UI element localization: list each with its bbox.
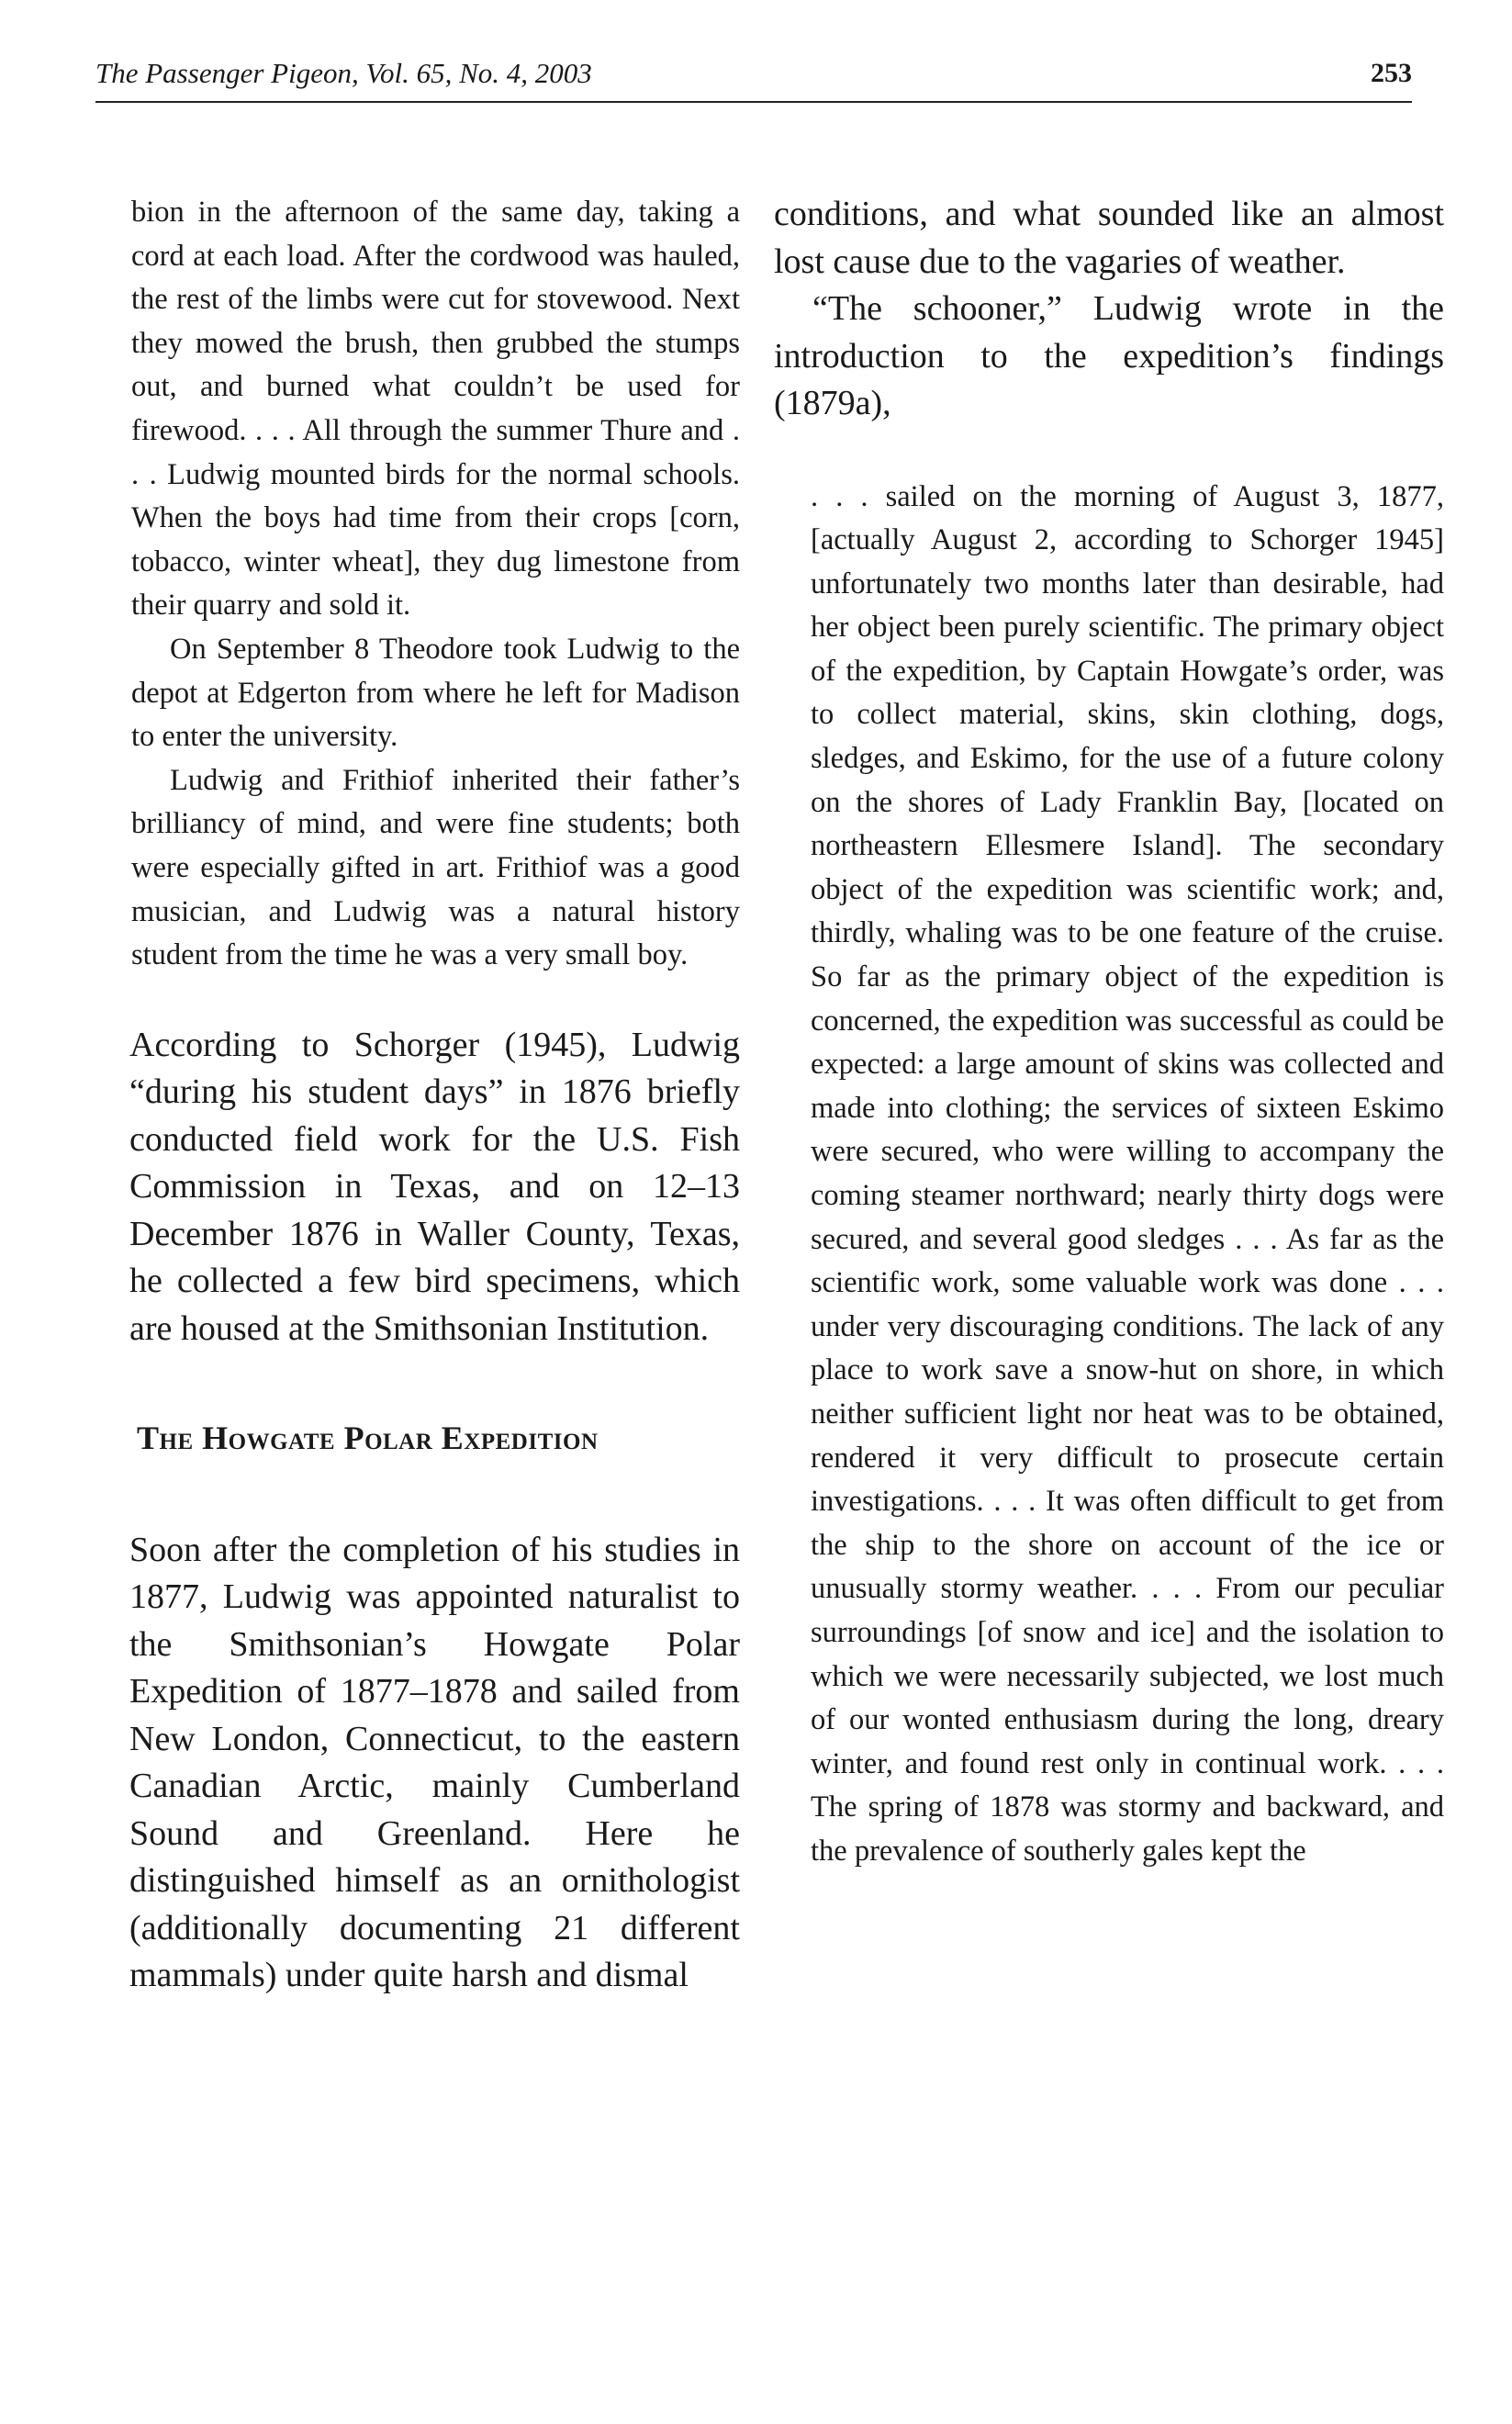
right-body-text — [774, 191, 1444, 428]
right-column — [774, 191, 1444, 1874]
body-paragraph: Soon after the completion of his studies in 1877, Ludwig was appointed naturalist to the Smithsonian’s Howgate Polar Expedition of 1877–1878 and sailed from New London, Connecticut, to the eastern Canadian Arctic, mainly Cumberland Sound and Greenland. Here he distinguished himself as an ornithologist (additionally documenting 21 different mammals) under quite harsh and dismal — [129, 1530, 740, 1995]
block-quote-left — [131, 191, 740, 978]
section-heading: The Howgate Polar Expedition — [137, 1420, 599, 1457]
quote-paragraph: bion in the afternoon of the same day, taking a cord at each load. After the cordwood was hauled, the rest of the limbs were cut for stovewood. Next they mowed the brush, then grubbed the stumps out, and burned what couldn’t be used for firewood. . . . All through the summer Thure and . . . Ludwig mounted birds for the normal schools. When the boys had time from their crops [corn, tobacco, winter wheat], they dug limestone from their quarry and sold it. — [131, 196, 740, 623]
left-body-text — [129, 1022, 740, 2000]
body-paragraph: According to Schorger (1945), Ludwig “during his student days” in 1876 briefly conducted field work for the U.S. Fish Commission in Texas, and on 12–13 December 1876 in Waller County, Texas, he collected a few bird specimens, which are housed at the Smithsonian Institution. — [129, 1025, 740, 1348]
left-column — [131, 191, 740, 2000]
quote-paragraph: Ludwig and Frithiof inherited their father’s brilliancy of mind, and were fine students; both were especially gifted in art. Frithiof was a good musician, and Ludwig was a natural history student from the time he was a very small boy. — [131, 763, 740, 972]
body-paragraph: conditions, and what sounded like an almost lost cause due to the vagaries of weather. — [774, 195, 1444, 281]
page-number: 253 — [1371, 58, 1412, 88]
quote-paragraph: On September 8 Theodore took Ludwig to the depot at Edgerton from where he left for Madison to enter the university. — [131, 632, 740, 754]
quote-paragraph: . . . sailed on the morning of August 3, 1877, [actually August 2, according to Schorger 1945] unfortunately two months later than desirable, had her object been purely scientific. The primary object of the expedition, by Captain Howgate’s order, was to collect material, skins, skin clothing, dogs, sledges, and Eskimo, for the use of a future colony on the shores of Lady Franklin Bay, [located on northeastern Ellesmere Island]. The secondary object of the expedition was scientific work; and, thirdly, whaling was to be one feature of the cruise. So far as the primary object of the expedition is concerned, the expedition was successful as could be expected: a large amount of skins was collected and made into clothing; the services of sixteen Eskimo were secured, who were willing to accompany the coming steamer northward; nearly thirty dogs were secured, and several good sledges . . . As far as the scientific work, some valuable work was done . . . under very discouraging conditions. The lack of any place to work save a snow-hut on shore, in which neither sufficient light nor heat was to be obtained, rendered it very difficult to prosecute certain investigations. . . . It was often difficult to get from the ship to the shore on account of the ice or unusually stormy weather. . . . From our peculiar surroundings [of snow and ice] and the isolation to which we were necessarily subjected, we lost much of our wonted enthusiasm during the long, dreary winter, and found rest only in continual work. . . . The spring of 1878 was stormy and backward, and the prevalence of southerly gales kept the — [811, 479, 1444, 1868]
journal-citation: The Passenger Pigeon, Vol. 65, No. 4, 2003 — [95, 57, 592, 89]
block-quote-right — [811, 476, 1444, 1874]
running-header — [95, 55, 1412, 103]
body-paragraph: “The schooner,” Ludwig wrote in the introduction to the expedition’s findings (1879a), — [774, 289, 1444, 422]
